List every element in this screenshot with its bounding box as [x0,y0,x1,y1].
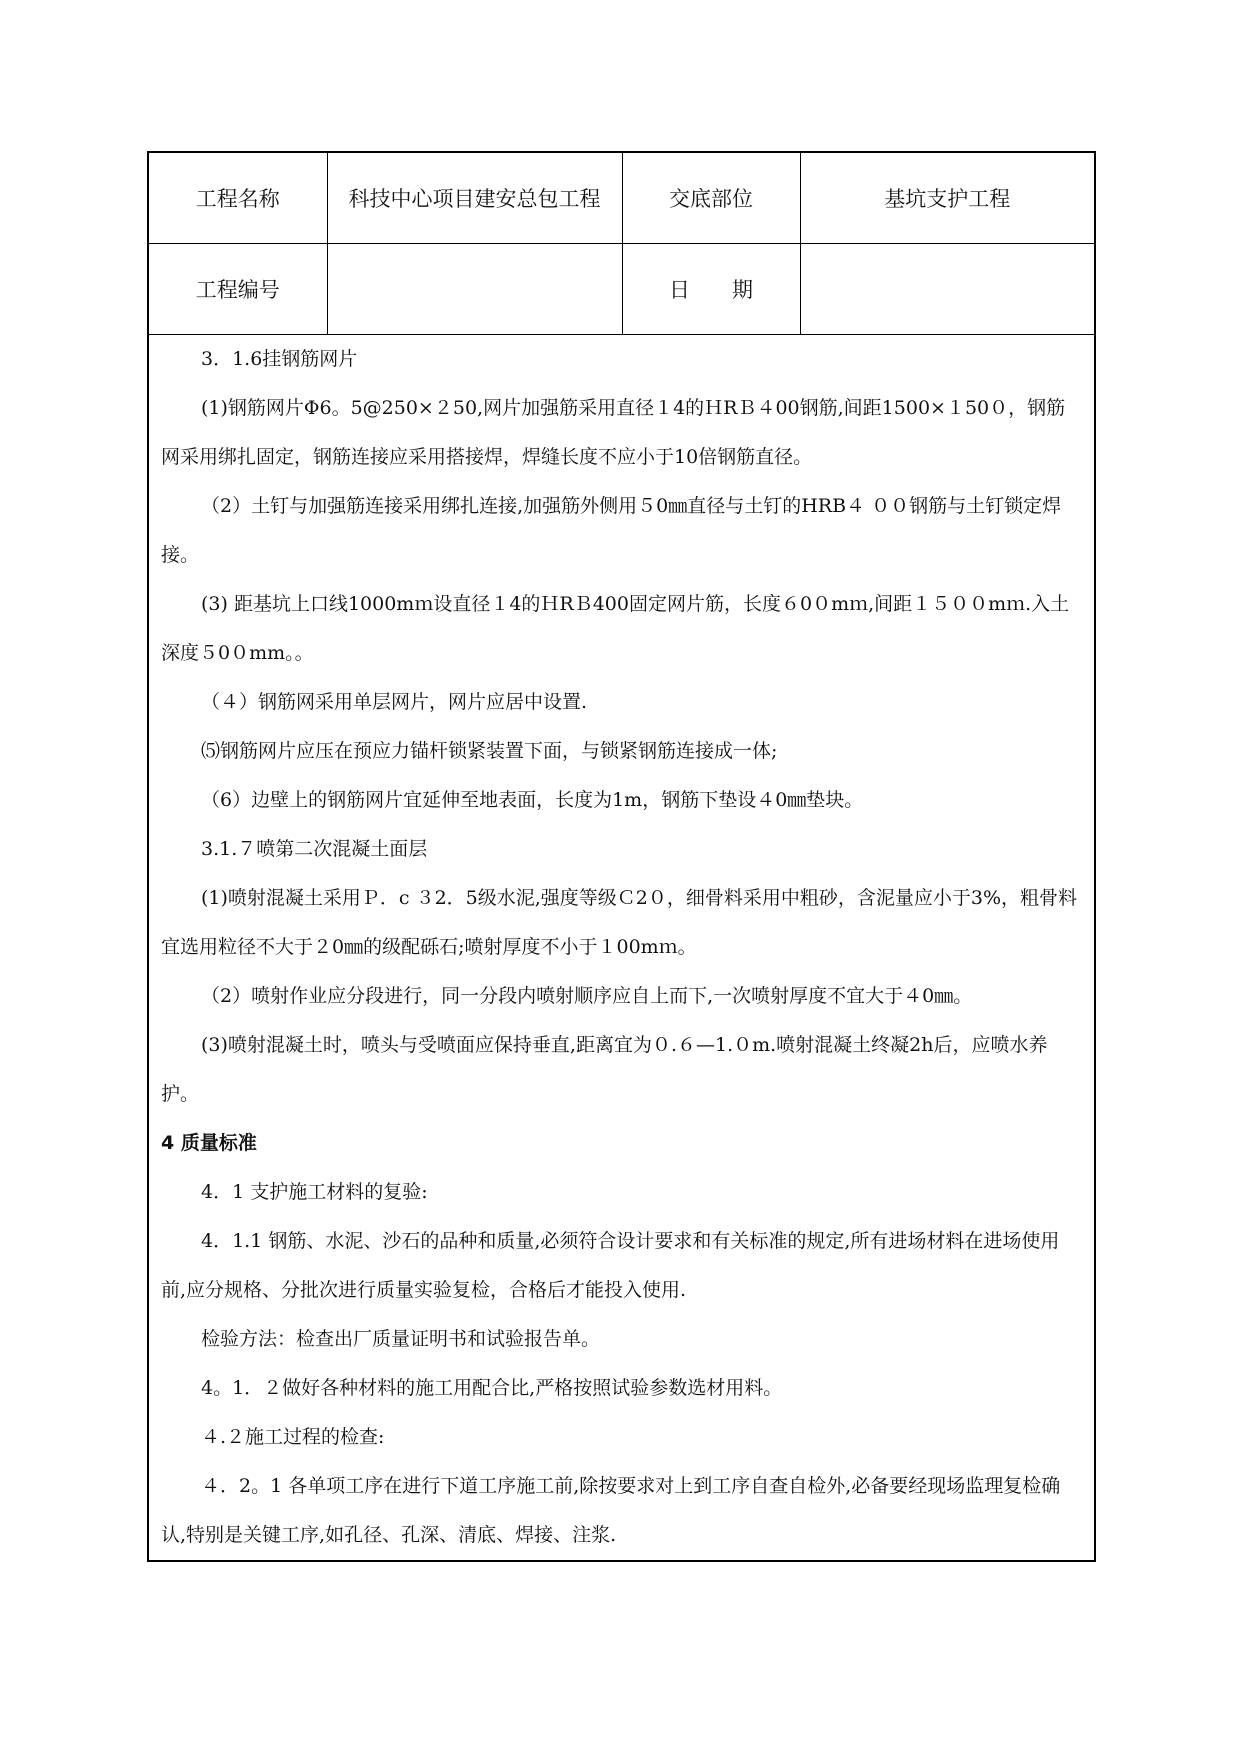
document-body [161,335,1083,1560]
paragraph-5: ⑸钢筋网片应压在预应力锚杆锁紧装置下面，与锁紧钢筋连接成一体; [201,740,778,762]
header-row-1 [149,153,1094,244]
paragraph-4: （４）钢筋网采用单层网片，网片应居中设置. [201,691,588,713]
section-3-1-6-heading: 3．1.6挂钢筋网片 [201,348,358,370]
location-value: 基坑支护工程 [800,153,1094,244]
paragraph-7: (1)喷射混凝土采用Ｐ．c ３2．5级水泥,强度等级Ｃ2０，细骨料采用中粗砂，含泥量应小于3%，粗骨料宜选用粒径不大于２0㎜的级配砾石;喷射厚度不小于１00mｍ。 [161,887,1078,958]
date-label: 日 期 [622,244,800,335]
project-name-value: 科技中心项目建安总包工程 [327,153,622,244]
document-frame [147,151,1096,1562]
project-name-label: 工程名称 [149,153,327,244]
section-4-2-heading: ４.２施工过程的检查: [201,1426,385,1448]
paragraph-8: （2）喷射作业应分段进行，同一分段内喷射顺序应自上而下,一次喷射厚度不宜大于４0㎜。 [201,985,973,1007]
paragraph-13: ４．2。1 各单项工序在进行下道工序施工前,除按要求对上到工序自查自检外,必备要经现场监理复检确认,特别是关键工序,如孔径、孔深、清底、焊接、注浆. [161,1475,1061,1546]
paragraph-3: (3) 距基坑上口线1000mｍ设直径１4的ＨRＢ400固定网片筋，长度６0０mｍ,间距１５００mｍ.入土深度５0０mm。。 [161,593,1070,664]
section-3-1-7-heading: 3.1.７喷第二次混凝土面层 [201,838,428,860]
paragraph-10: 4．1.1 钢筋、水泥、沙石的品种和质量,必须符合设计要求和有关标准的规定,所有进场材料在进场使用前,应分规格、分批次进行质量实验复检，合格后才能投入使用. [161,1230,1060,1301]
paragraph-2: （2）土钉与加强筋连接采用绑扎连接,加强筋外侧用５0㎜直径与土钉的HRB４ ００钢筋与土钉锁定焊接。 [161,495,1062,566]
header-table [149,153,1094,335]
section-4-1-heading: 4．1 支护施工材料的复验: [201,1181,428,1203]
paragraph-11: 检验方法：检查出厂质量证明书和试验报告单。 [201,1328,601,1350]
header-row-2 [149,244,1094,335]
section-4-heading: 4 质量标准 [161,1132,257,1154]
paragraph-9: (3)喷射混凝土时，喷头与受喷面应保持垂直,距离宜为０.６—1.０m.喷射混凝土终凝2h后，应喷水养护。 [161,1034,1048,1105]
project-no-label: 工程编号 [149,244,327,335]
paragraph-12: 4。1．２做好各种材料的施工用配合比,严格按照试验参数选材用料。 [201,1377,783,1399]
paragraph-1: (1)钢筋网片Φ6。5@250×２50,网片加强筋采用直径１4的ＨRＢ４00钢筋,间距1500×１50０，钢筋网采用绑扎固定，钢筋连接应采用搭接焊，焊缝长度不应小于10倍钢筋直径。 [161,397,1066,468]
date-value [800,244,1094,335]
project-no-value [327,244,622,335]
location-label: 交底部位 [622,153,800,244]
paragraph-6: （6）边壁上的钢筋网片宜延伸至地表面，长度为1m，钢筋下垫设４0㎜垫块。 [201,789,864,811]
